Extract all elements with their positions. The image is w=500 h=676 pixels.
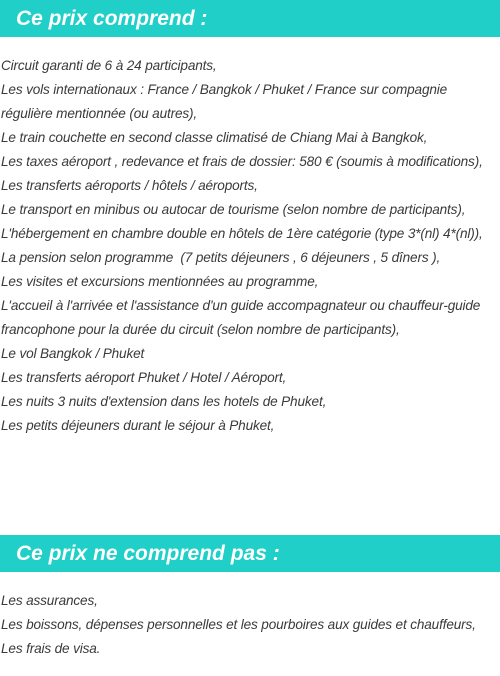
list-item: Circuit garanti de 6 à 24 participants, [1, 58, 217, 73]
excluded-section-title: Ce prix ne comprend pas : [0, 535, 500, 572]
included-section-title: Ce prix comprend : [0, 0, 500, 37]
list-item: Les vols internationaux : France / Bangkok / Phuket / France sur compagnie régulière mentionnée (ou autres), [1, 82, 451, 121]
list-item: Les transferts aéroports / hôtels / aéroports, [1, 178, 258, 193]
list-item: La pension selon programme (7 petits déjeuners , 6 déjeuners , 5 dîners ), [1, 250, 441, 265]
list-item: Le vol Bangkok / Phuket [1, 346, 145, 361]
list-item: Le transport en minibus ou autocar de tourisme (selon nombre de participants), [1, 202, 466, 217]
included-items-list [0, 54, 500, 438]
list-item: L'hébergement en chambre double en hôtels de 1ère catégorie (type 3*(nl) 4*(nl)), [1, 226, 483, 241]
list-item: Le train couchette en second classe climatisé de Chiang Mai à Bangkok, [1, 130, 428, 145]
list-item: Les taxes aéroport , redevance et frais de dossier: 580 € (soumis à modifications), [1, 154, 483, 169]
list-item: L'accueil à l'arrivée et l'assistance d'un guide accompagnateur ou chauffeur-guide francophone pour la durée du circuit (selon nombre de participants), [1, 298, 484, 337]
list-item: Les transferts aéroport Phuket / Hotel / Aéroport, [1, 370, 287, 385]
list-item: Les boissons, dépenses personnelles et les pourboires aux guides et chauffeurs, [1, 617, 476, 632]
excluded-items-list [0, 589, 500, 661]
list-item: Les visites et excursions mentionnées au programme, [1, 274, 319, 289]
list-item: Les assurances, [1, 593, 98, 608]
list-item: Les nuits 3 nuits d'extension dans les hotels de Phuket, [1, 394, 327, 409]
list-item: Les frais de visa. [1, 641, 101, 656]
list-item: Les petits déjeuners durant le séjour à Phuket, [1, 418, 275, 433]
